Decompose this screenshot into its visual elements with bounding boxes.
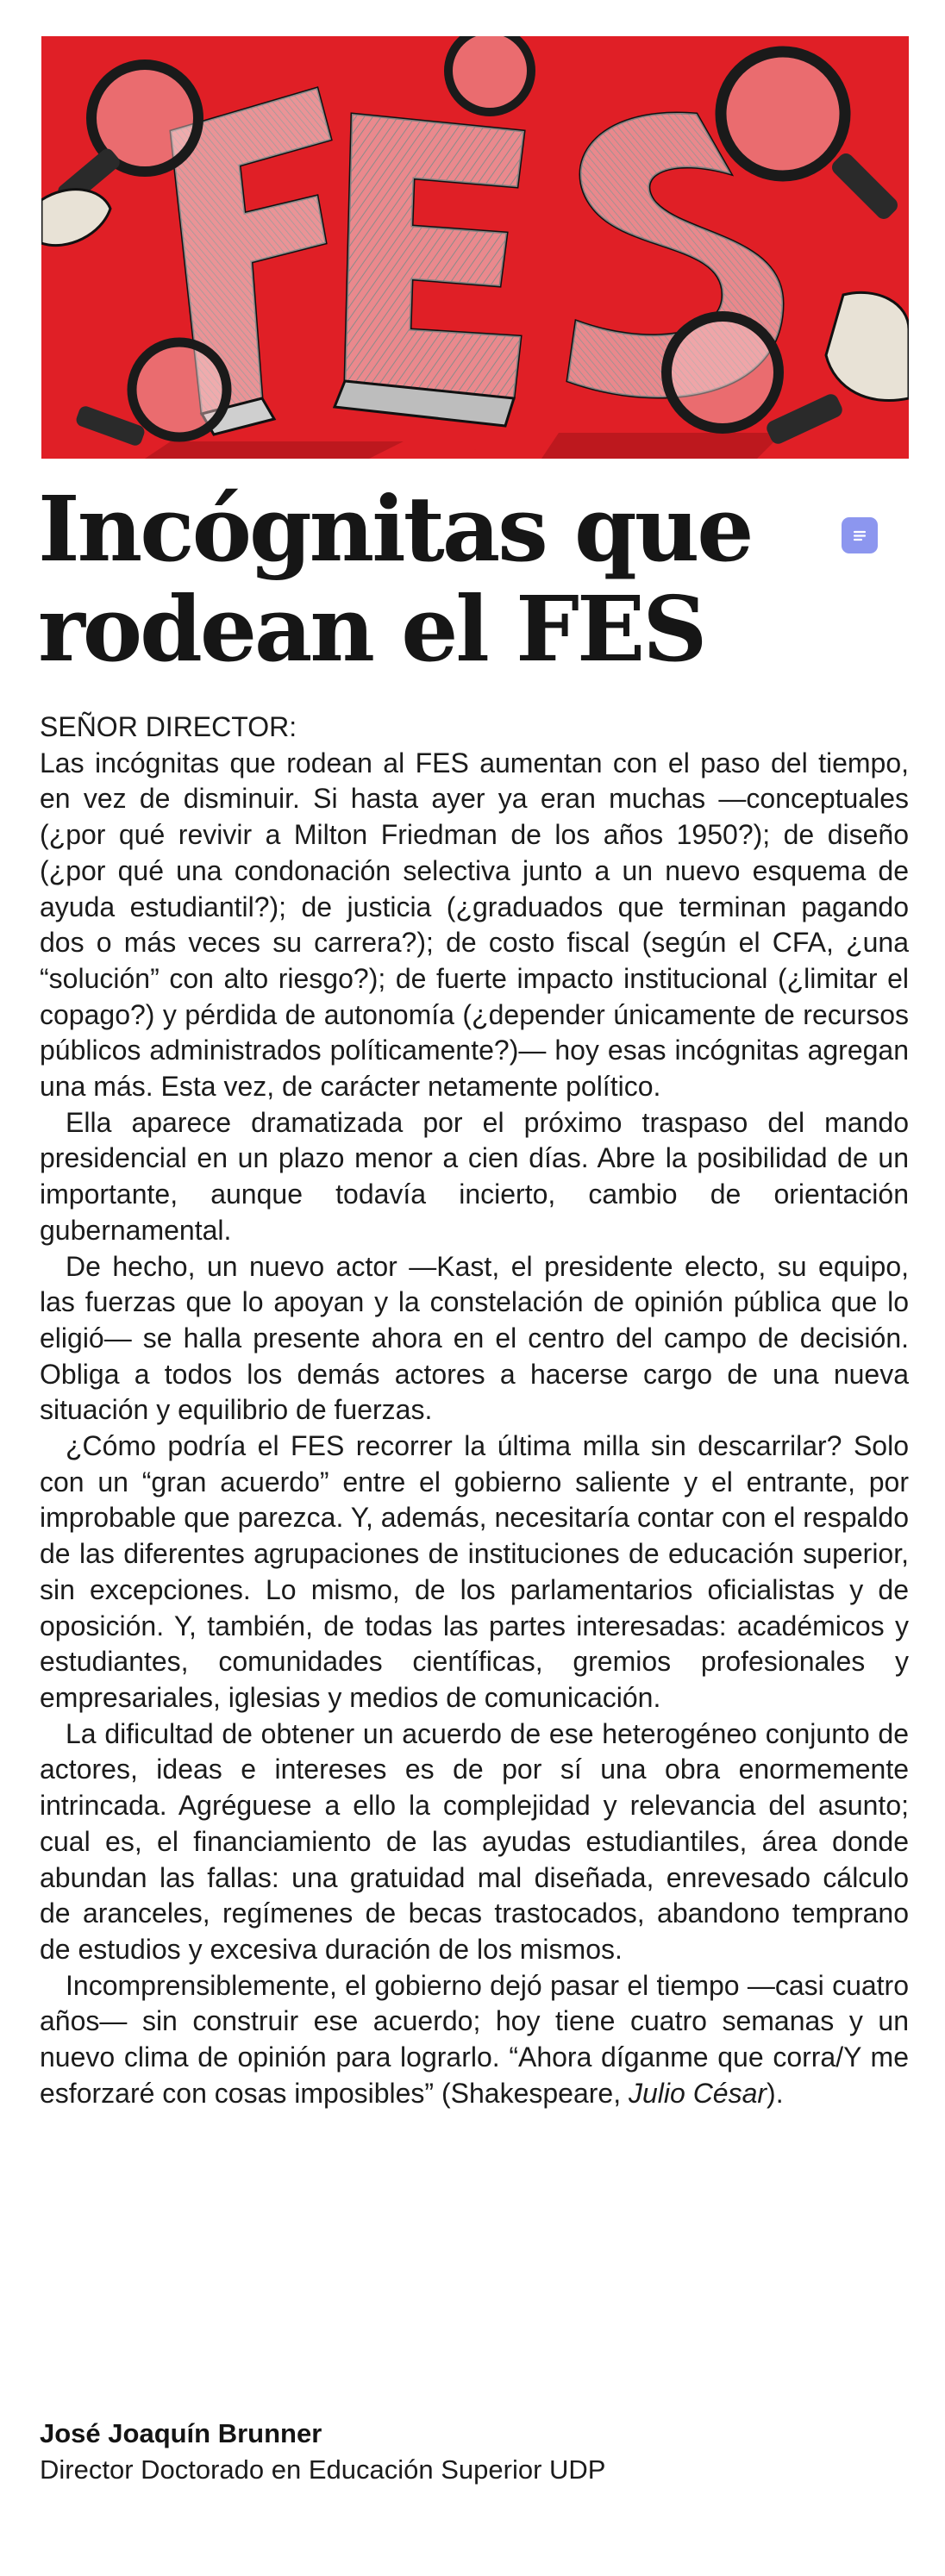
magnifier-center-top [448, 36, 531, 112]
headline-line-1: Incógnitas que [38, 476, 752, 582]
letter-e-shape [335, 114, 524, 426]
salutation: SEÑOR DIRECTOR: [40, 711, 297, 742]
headline-line-2: rodean el FES [38, 576, 705, 682]
illustration-letters: FES [473, 450, 477, 451]
paragraph-1: Las incógnitas que rodean al FES aumentan con el paso del tiempo, en vez de disminuir. Si hasta ayer ya eran muchas —conceptuales (¿por qué revivir a Milton Friedman de los años 1950?); de diseño (¿por qué una condonación selectiva junto a un nuevo esquema de ayuda estudiantil?); de justicia (¿graduados que terminan pagando dos o más veces su carrera?); de costo fiscal (según el CFA, ¿una “solución” con alto riesgo?); de fuerte impacto institucional (¿limitar el copago?) y pérdida de autonomía (¿depender únicamente de recursos públicos administrados políticamente?)— hoy esas incógnitas agregan una más. Esta vez, de carácter netamente político. [40, 747, 909, 1103]
hero-illustration [41, 36, 909, 459]
paragraph-2: Ella aparece dramatizada por el próximo traspaso del mando presidencial en un plazo menor a cien días. Abre la posibilidad de un importante, aunque todavía incierto, cambio de orientación gubernamental. [40, 1106, 909, 1246]
letter-body [40, 710, 909, 2111]
paragraph-6-text: Incomprensiblemente, el gobierno dejó pasar el tiempo —casi cuatro años— sin construir ese acuerdo; hoy tiene cuatro semanas y un nuevo clima de opinión para lograrlo. “Ahora díganme que corra/Y me esforzaré con cosas imposibles” (Shakespeare, [40, 1969, 909, 2109]
author-role: Director Doctorado en Educación Superior UDP [40, 2454, 606, 2485]
author-name: José Joaquín Brunner [40, 2418, 322, 2448]
paragraph-4: ¿Cómo podría el FES recorrer la última milla sin descarrilar? Solo con un “gran acuerdo” entre el gobierno saliente y el entrante, por improbable que parezca. Y, además, necesitaría contar con el respaldo de las diferentes agrupaciones de instituciones de educación superior, sin excepciones. Lo mismo, de los parlamentarios oficialistas y de oposición. Y, también, de todas las partes interesadas: académicos y estudiantes, comunidades científicas, gremios profesionales y empresariales, iglesias y medios de comunicación. [40, 1430, 909, 1713]
paragraph-6 [40, 1968, 909, 2112]
paragraph-5: La dificultad de obtener un acuerdo de ese heterogéneo conjunto de actores, ideas e intereses es de por sí una obra enormemente intrincada. Agréguese a ello la complejidad y relevancia del asunto; cual es, el financiamiento de las ayudas estudiantiles, área donde abundan las fallas: una gratuidad mal diseñada, enrevesado cálculo de aranceles, regímenes de becas trastocados, abandono temprano de estudios y excesiva duración de los mismos. [40, 1717, 909, 1965]
paragraph-6-closing: ). [767, 2077, 784, 2109]
comment-icon [850, 526, 869, 545]
paragraph-3: De hecho, un nuevo actor —Kast, el presidente electo, su equipo, las fuerzas que lo apoyan y la constelación de opinión pública que lo eligió— se halla presente ahora en el centro del campo de decisión. Obliga a todos los demás actores a hacerse cargo de una nueva situación y equilibrio de fuerzas. [40, 1250, 909, 1426]
comment-button[interactable] [842, 517, 878, 553]
signature [40, 2416, 909, 2488]
work-title: Julio César [628, 2077, 767, 2109]
page-title [38, 476, 814, 682]
